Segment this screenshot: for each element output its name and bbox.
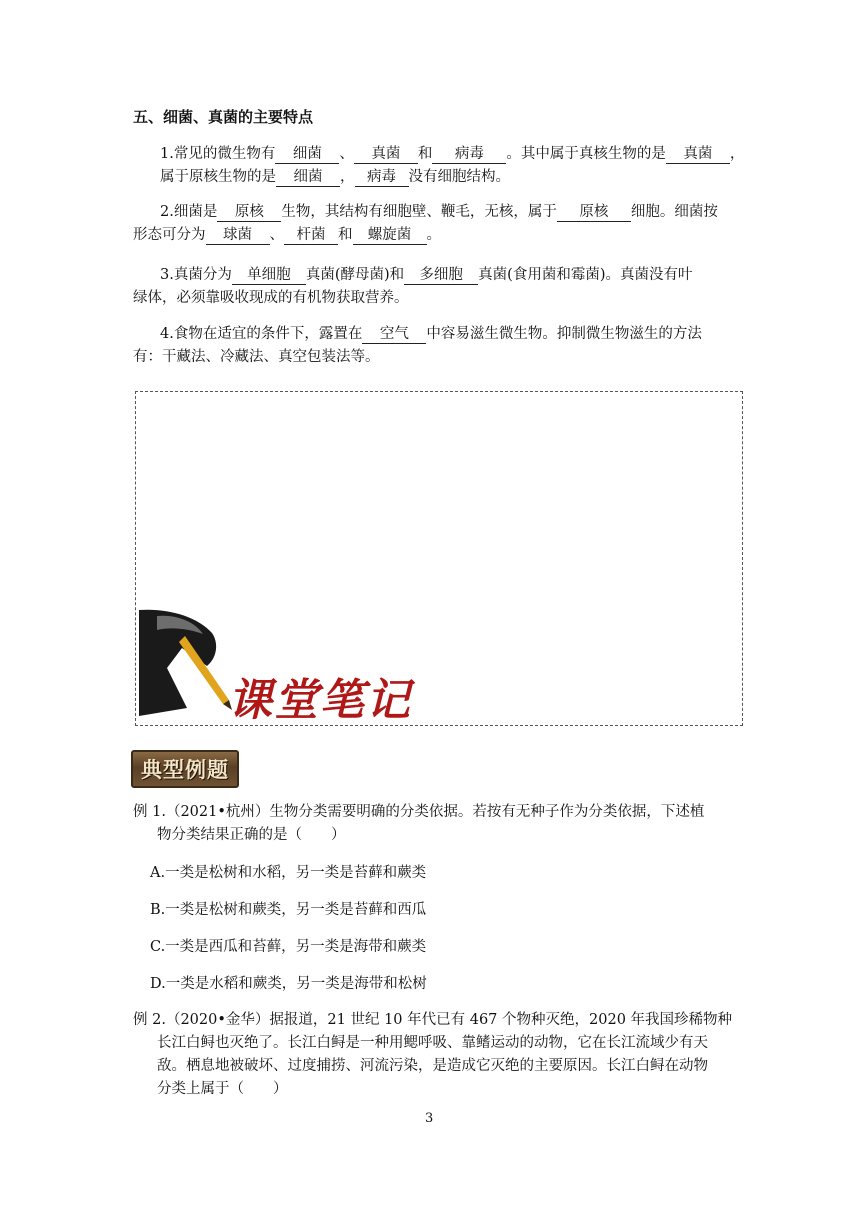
q1-text: ， bbox=[340, 169, 355, 185]
answer-blank: 细菌 bbox=[275, 145, 339, 164]
option-a[interactable]: A.一类是松树和水稻，另一类是苔藓和蕨类 bbox=[150, 865, 427, 881]
q1-text: 。其中属于真核生物的是 bbox=[506, 146, 666, 162]
option-b[interactable]: B.一类是松树和蕨类，另一类是苔藓和西瓜 bbox=[150, 902, 427, 918]
fill-question-1 bbox=[160, 143, 745, 189]
page-number: 3 bbox=[425, 1111, 434, 1126]
example-2-line: 例 2.（2020•金华）据报道，21 世纪 10 年代已有 467 个物种灭绝，2020 年我国珍稀物种 bbox=[133, 1012, 733, 1028]
typical-examples-badge bbox=[131, 750, 239, 788]
option-c[interactable]: C.一类是西瓜和苔藓，另一类是海带和蕨类 bbox=[150, 939, 427, 955]
example-2 bbox=[133, 1009, 733, 1101]
answer-blank: 多细胞 bbox=[404, 266, 478, 285]
answer-blank: 真菌 bbox=[666, 145, 730, 164]
badge-label: 典型例题 bbox=[141, 758, 229, 782]
answer-blank: 空气 bbox=[362, 325, 426, 344]
q2-text: 、 bbox=[269, 227, 284, 243]
example-2-line: 长江白鲟也灭绝了。长江白鲟是一种用鳃呼吸、靠鳍运动的动物，它在长江流域少有天 bbox=[157, 1035, 708, 1051]
q1-text: 1.常见的微生物有 bbox=[160, 146, 276, 162]
answer-blank: 真菌 bbox=[354, 145, 418, 164]
example-1 bbox=[133, 801, 733, 847]
q4-text: 4.食物在适宜的条件下，露置在 bbox=[160, 326, 363, 342]
fill-question-4 bbox=[133, 323, 732, 369]
q2-text: 2.细菌是 bbox=[160, 204, 218, 220]
class-notes-title: 课堂笔记 bbox=[228, 675, 412, 726]
q2-text: 生物，其结构有细胞壁、鞭毛，无核，属于 bbox=[281, 204, 557, 220]
q4-text: 有：干藏法、冷藏法、真空包装法等。 bbox=[133, 349, 380, 365]
answer-blank: 杆菌 bbox=[284, 226, 338, 245]
answer-blank: 螺旋菌 bbox=[353, 226, 427, 245]
example-2-line: 敌。栖息地被破坏、过度捕捞、河流污染，是造成它灭绝的主要原因。长江白鲟在动物 bbox=[157, 1058, 708, 1074]
q2-text: 形态可分为 bbox=[133, 227, 206, 243]
q3-text: 3.真菌分为 bbox=[160, 267, 232, 283]
fill-question-3 bbox=[133, 264, 732, 310]
q1-text: 、 bbox=[339, 146, 354, 162]
q1-text: 属于原核生物的是 bbox=[160, 169, 276, 185]
answer-blank: 单细胞 bbox=[232, 266, 306, 285]
answer-blank: 病毒 bbox=[432, 145, 506, 164]
q3-text: 真菌(酵母菌)和 bbox=[305, 267, 405, 283]
q3-text: 真菌(食用菌和霉菌)。真菌没有叶 bbox=[478, 267, 693, 283]
fill-question-2 bbox=[133, 201, 732, 247]
answer-blank: 原核 bbox=[557, 203, 631, 222]
q2-text: 和 bbox=[338, 227, 353, 243]
example-1-line: 例 1.（2021•杭州）生物分类需要明确的分类依据。若按有无种子作为分类依据，下述植 bbox=[133, 804, 705, 820]
q2-text: 。 bbox=[426, 227, 441, 243]
q1-text: 没有细胞结构。 bbox=[408, 169, 510, 185]
option-d[interactable]: D.一类是水稻和蕨类，另一类是海带和松树 bbox=[150, 976, 427, 992]
q4-text: 中容易滋生微生物。抑制微生物滋生的方法 bbox=[426, 326, 702, 342]
example-2-line: 分类上属于（ ） bbox=[157, 1081, 288, 1097]
answer-blank: 细菌 bbox=[276, 168, 340, 187]
answer-blank: 原核 bbox=[217, 203, 281, 222]
q1-text: 和 bbox=[417, 146, 433, 162]
q3-text: 绿体，必须靠吸收现成的有机物获取营养。 bbox=[133, 290, 409, 306]
q2-text: 细胞。细菌按 bbox=[630, 204, 718, 220]
q1-text: ， bbox=[729, 146, 745, 162]
answer-blank: 球菌 bbox=[206, 226, 270, 245]
example-1-line: 物分类结果正确的是（ ） bbox=[157, 827, 346, 843]
section-title: 五、细菌、真菌的主要特点 bbox=[133, 108, 314, 126]
answer-blank: 病毒 bbox=[355, 168, 409, 187]
